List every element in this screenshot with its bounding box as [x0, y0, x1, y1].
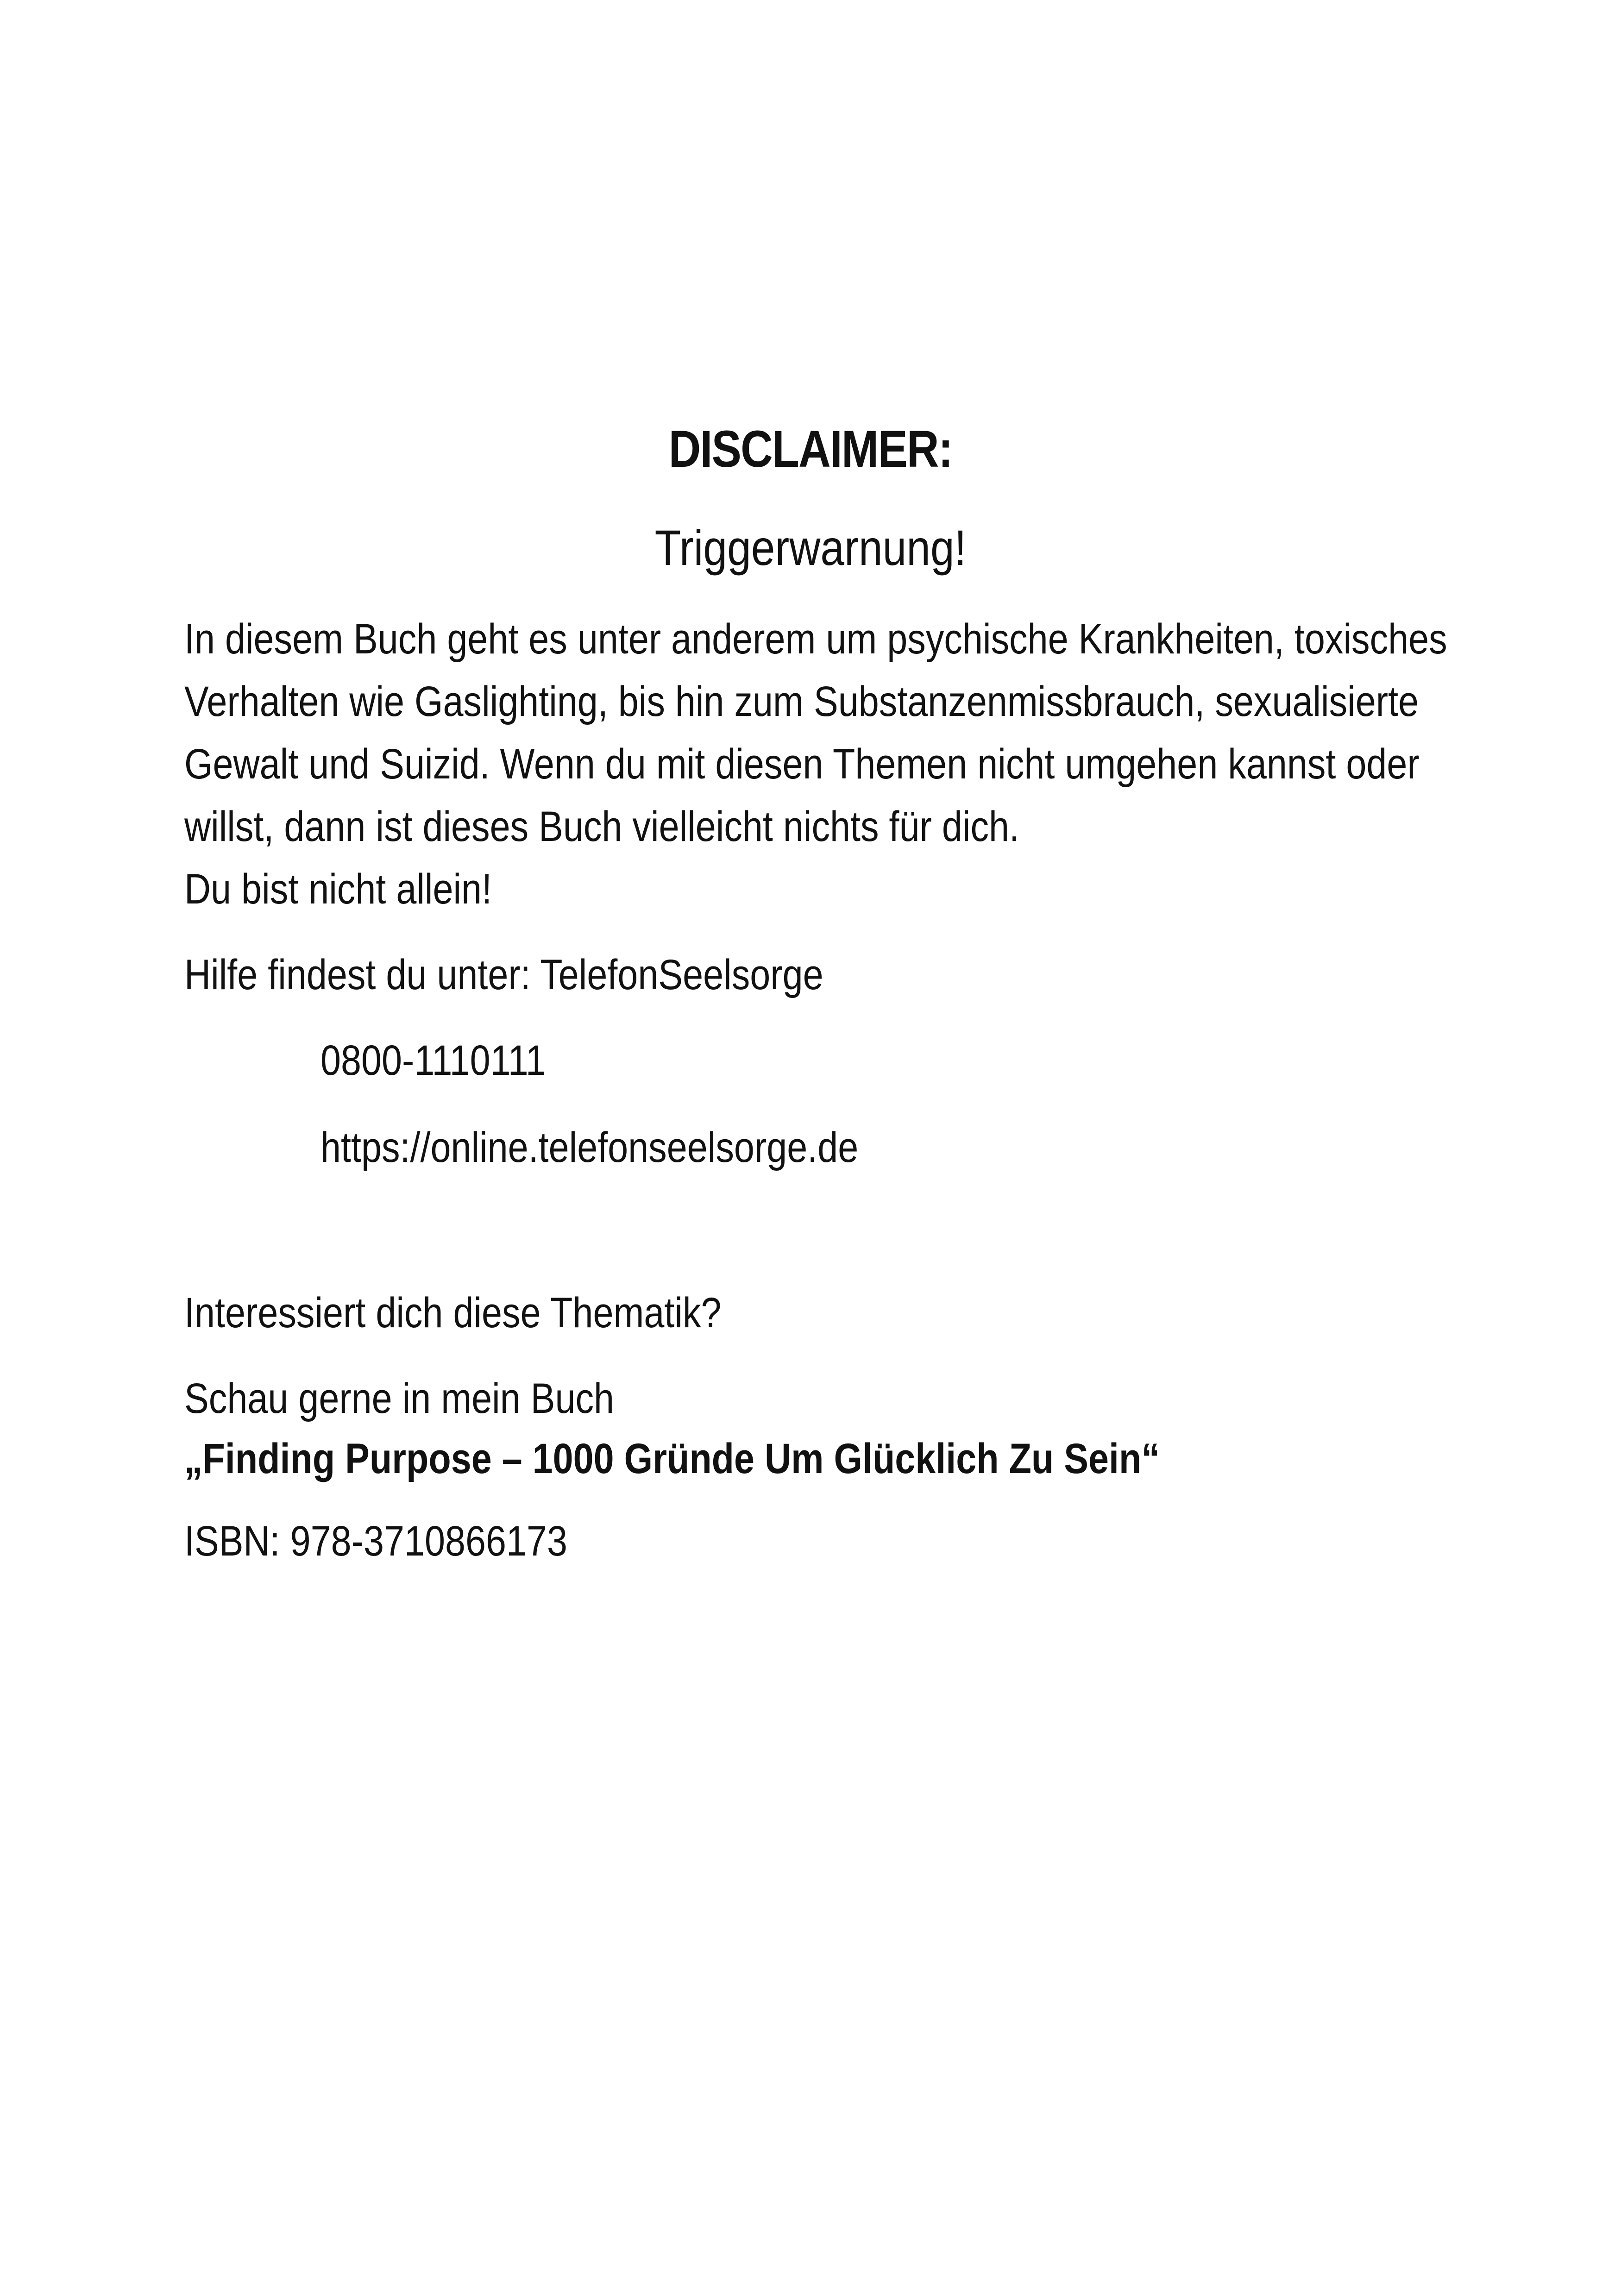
- isbn: ISBN: 978-3710866173: [184, 1518, 568, 1565]
- trigger-warning-subheading: Triggerwarnung!: [654, 520, 967, 576]
- paragraph-line-2: Verhalten wie Gaslighting, bis hin zum Substanzenmissbrauch, sexualisierte: [184, 678, 1419, 725]
- paragraph-line-4: willst, dann ist dieses Buch vielleicht nichts für dich.: [184, 803, 1020, 850]
- hotline-url: https://online.telefonseelsorge.de: [320, 1124, 859, 1171]
- hotline-phone: 0800-1110111: [320, 1037, 546, 1084]
- book-title: „Finding Purpose – 1000 Gründe Um Glücklich Zu Sein“: [184, 1435, 1160, 1482]
- not-alone-text: Du bist nicht allein!: [184, 866, 492, 913]
- help-text: Hilfe findest du unter: TelefonSeelsorge: [184, 951, 823, 998]
- disclaimer-heading: DISCLAIMER:: [668, 420, 953, 478]
- book-recommendation-lead: Schau gerne in mein Buch: [184, 1375, 615, 1422]
- topic-question: Interessiert dich diese Thematik?: [184, 1289, 722, 1336]
- paragraph-line-1: In diesem Buch geht es unter anderem um psychische Krankheiten, toxisches: [184, 615, 1447, 663]
- paragraph-line-3: Gewalt und Suizid. Wenn du mit diesen Themen nicht umgehen kannst oder: [184, 740, 1420, 788]
